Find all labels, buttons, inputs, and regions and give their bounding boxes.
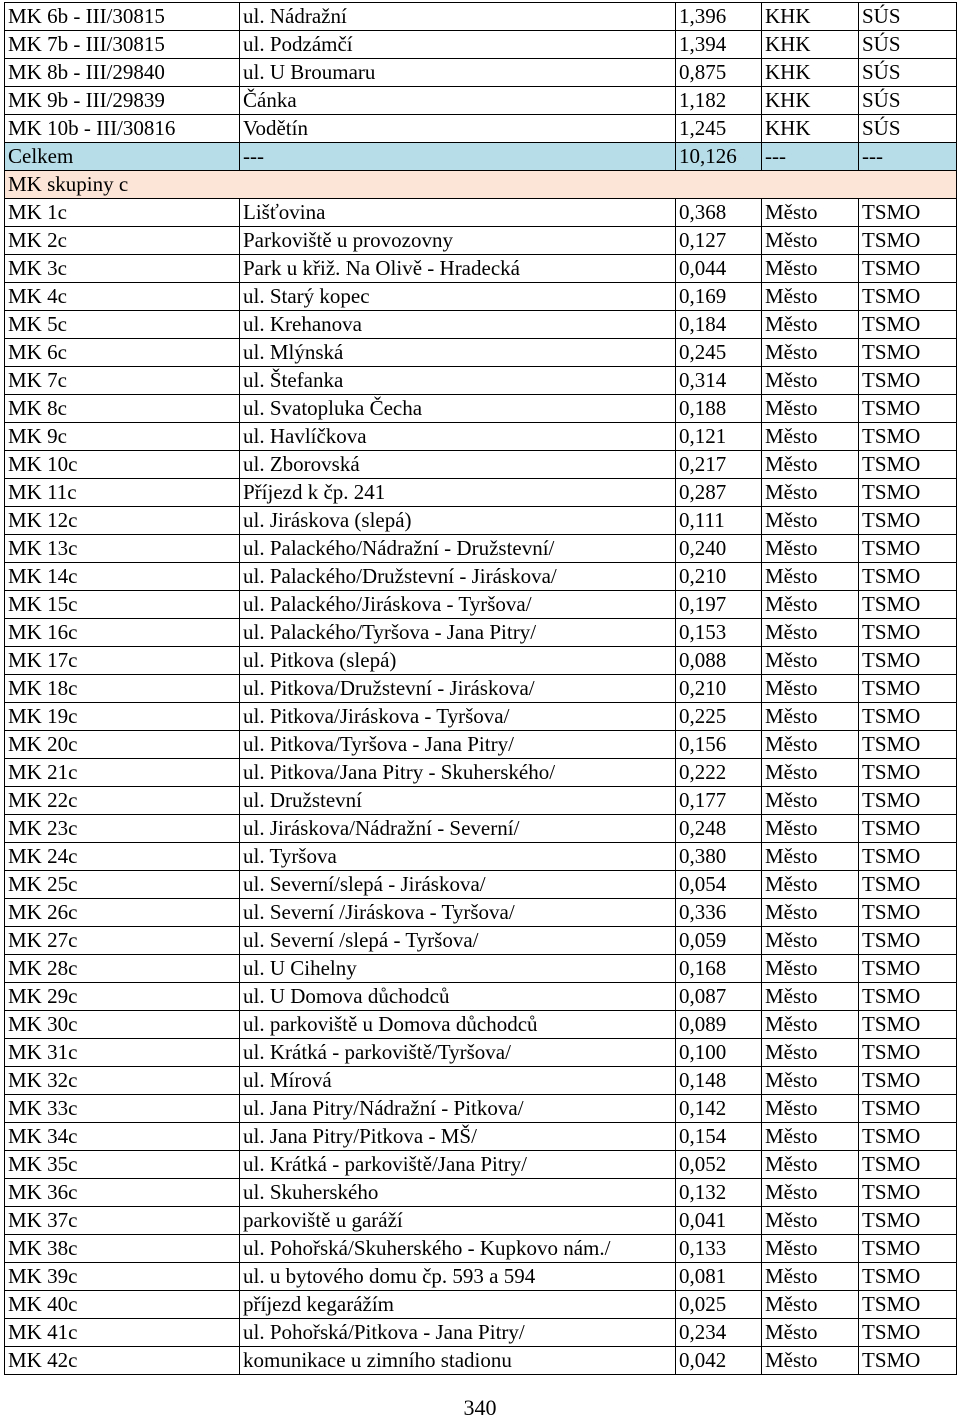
road-name-cell: ul. Pohořská/Skuherského - Kupkovo nám./: [240, 1235, 676, 1263]
road-code-cell: MK 15c: [5, 591, 240, 619]
manager-cell: TSMO: [859, 787, 957, 815]
length-cell: 0,875: [676, 59, 762, 87]
table-row: [5, 1291, 957, 1319]
group-header-row: [5, 171, 957, 199]
table-row: [5, 227, 957, 255]
owner-cell: Město: [762, 1095, 859, 1123]
road-name-cell: ---: [240, 143, 676, 171]
road-name-cell: ul. Pitkova/Jana Pitry - Skuherského/: [240, 759, 676, 787]
table-row: [5, 983, 957, 1011]
owner-cell: Město: [762, 367, 859, 395]
owner-cell: Město: [762, 1347, 859, 1375]
length-cell: 0,217: [676, 451, 762, 479]
road-code-cell: MK 9c: [5, 423, 240, 451]
road-name-cell: ul. Svatopluka Čecha: [240, 395, 676, 423]
owner-cell: KHK: [762, 115, 859, 143]
owner-cell: Město: [762, 1291, 859, 1319]
road-name-cell: ul. parkoviště u Domova důchodců: [240, 1011, 676, 1039]
owner-cell: Město: [762, 899, 859, 927]
road-name-cell: parkoviště u garáží: [240, 1207, 676, 1235]
table-row: [5, 311, 957, 339]
table-row: [5, 619, 957, 647]
owner-cell: KHK: [762, 59, 859, 87]
road-name-cell: ul. Podzámčí: [240, 31, 676, 59]
owner-cell: Město: [762, 1039, 859, 1067]
manager-cell: TSMO: [859, 955, 957, 983]
length-cell: 0,225: [676, 703, 762, 731]
table-row: [5, 451, 957, 479]
table-row: [5, 955, 957, 983]
road-code-cell: MK 1c: [5, 199, 240, 227]
length-cell: 0,025: [676, 1291, 762, 1319]
owner-cell: Město: [762, 563, 859, 591]
road-code-cell: MK 22c: [5, 787, 240, 815]
owner-cell: Město: [762, 535, 859, 563]
table-row: [5, 1151, 957, 1179]
length-cell: 0,234: [676, 1319, 762, 1347]
manager-cell: TSMO: [859, 1067, 957, 1095]
length-cell: 0,287: [676, 479, 762, 507]
road-code-cell: MK 23c: [5, 815, 240, 843]
owner-cell: Město: [762, 199, 859, 227]
road-code-cell: MK 27c: [5, 927, 240, 955]
length-cell: 0,248: [676, 815, 762, 843]
road-code-cell: MK 11c: [5, 479, 240, 507]
owner-cell: Město: [762, 395, 859, 423]
manager-cell: TSMO: [859, 283, 957, 311]
table-row: [5, 731, 957, 759]
table-row: [5, 1123, 957, 1151]
road-code-cell: MK 30c: [5, 1011, 240, 1039]
length-cell: 0,041: [676, 1207, 762, 1235]
table-row: [5, 1067, 957, 1095]
table-row: [5, 1095, 957, 1123]
roads-table: [4, 2, 957, 1375]
road-name-cell: Parkoviště u provozovny: [240, 227, 676, 255]
length-cell: 0,210: [676, 563, 762, 591]
road-code-cell: MK 33c: [5, 1095, 240, 1123]
table-row: [5, 1347, 957, 1375]
table-row: [5, 1207, 957, 1235]
road-code-cell: MK 35c: [5, 1151, 240, 1179]
road-name-cell: Příjezd k čp. 241: [240, 479, 676, 507]
table-row: [5, 3, 957, 31]
manager-cell: TSMO: [859, 395, 957, 423]
manager-cell: TSMO: [859, 1011, 957, 1039]
manager-cell: TSMO: [859, 1291, 957, 1319]
table-row: [5, 479, 957, 507]
manager-cell: TSMO: [859, 619, 957, 647]
manager-cell: TSMO: [859, 339, 957, 367]
manager-cell: TSMO: [859, 1319, 957, 1347]
manager-cell: SÚS: [859, 87, 957, 115]
length-cell: 10,126: [676, 143, 762, 171]
road-name-cell: Park u křiž. Na Olivě - Hradecká: [240, 255, 676, 283]
manager-cell: TSMO: [859, 535, 957, 563]
length-cell: 0,111: [676, 507, 762, 535]
owner-cell: Město: [762, 983, 859, 1011]
owner-cell: Město: [762, 479, 859, 507]
length-cell: 0,059: [676, 927, 762, 955]
manager-cell: TSMO: [859, 731, 957, 759]
road-name-cell: ul. Pitkova (slepá): [240, 647, 676, 675]
table-row: [5, 591, 957, 619]
table-row: [5, 31, 957, 59]
manager-cell: TSMO: [859, 703, 957, 731]
road-code-cell: MK 24c: [5, 843, 240, 871]
owner-cell: Město: [762, 843, 859, 871]
road-code-cell: MK 8c: [5, 395, 240, 423]
length-cell: 0,089: [676, 1011, 762, 1039]
road-name-cell: ul. Palackého/Nádražní - Družstevní/: [240, 535, 676, 563]
road-name-cell: Čánka: [240, 87, 676, 115]
road-name-cell: ul. Severní /Jiráskova - Tyršova/: [240, 899, 676, 927]
table-row: [5, 787, 957, 815]
road-name-cell: ul. Jiráskova (slepá): [240, 507, 676, 535]
table-row: [5, 927, 957, 955]
length-cell: 0,087: [676, 983, 762, 1011]
road-name-cell: ul. Pitkova/Družstevní - Jiráskova/: [240, 675, 676, 703]
owner-cell: Město: [762, 1067, 859, 1095]
road-code-cell: MK 41c: [5, 1319, 240, 1347]
length-cell: 1,396: [676, 3, 762, 31]
road-code-cell: MK 10c: [5, 451, 240, 479]
owner-cell: Město: [762, 703, 859, 731]
manager-cell: SÚS: [859, 115, 957, 143]
owner-cell: KHK: [762, 87, 859, 115]
table-row: [5, 1319, 957, 1347]
road-name-cell: ul. Krátká - parkoviště/Jana Pitry/: [240, 1151, 676, 1179]
owner-cell: Město: [762, 1319, 859, 1347]
length-cell: 0,148: [676, 1067, 762, 1095]
manager-cell: TSMO: [859, 647, 957, 675]
road-name-cell: ul. Tyršova: [240, 843, 676, 871]
road-name-cell: ul. U Cihelny: [240, 955, 676, 983]
road-name-cell: ul. Nádražní: [240, 3, 676, 31]
manager-cell: SÚS: [859, 31, 957, 59]
road-code-cell: MK 7b - III/30815: [5, 31, 240, 59]
road-code-cell: MK 9b - III/29839: [5, 87, 240, 115]
manager-cell: TSMO: [859, 507, 957, 535]
owner-cell: Město: [762, 339, 859, 367]
owner-cell: Město: [762, 451, 859, 479]
owner-cell: Město: [762, 647, 859, 675]
manager-cell: TSMO: [859, 479, 957, 507]
road-name-cell: ul. Jiráskova/Nádražní - Severní/: [240, 815, 676, 843]
manager-cell: TSMO: [859, 1235, 957, 1263]
owner-cell: Město: [762, 1179, 859, 1207]
manager-cell: TSMO: [859, 983, 957, 1011]
length-cell: 0,169: [676, 283, 762, 311]
length-cell: 0,153: [676, 619, 762, 647]
length-cell: 0,132: [676, 1179, 762, 1207]
length-cell: 0,142: [676, 1095, 762, 1123]
road-name-cell: ul. Palackého/Družstevní - Jiráskova/: [240, 563, 676, 591]
table-row: [5, 759, 957, 787]
road-name-cell: ul. Mlýnská: [240, 339, 676, 367]
road-code-cell: MK 6c: [5, 339, 240, 367]
road-code-cell: MK 8b - III/29840: [5, 59, 240, 87]
road-name-cell: ul. Pohořská/Pitkova - Jana Pitry/: [240, 1319, 676, 1347]
manager-cell: TSMO: [859, 815, 957, 843]
road-code-cell: MK 32c: [5, 1067, 240, 1095]
manager-cell: SÚS: [859, 3, 957, 31]
road-name-cell: ul. Severní/slepá - Jiráskova/: [240, 871, 676, 899]
road-code-cell: MK 2c: [5, 227, 240, 255]
manager-cell: TSMO: [859, 927, 957, 955]
length-cell: 0,210: [676, 675, 762, 703]
road-code-cell: MK 20c: [5, 731, 240, 759]
road-code-cell: MK 18c: [5, 675, 240, 703]
owner-cell: Město: [762, 871, 859, 899]
road-code-cell: MK 16c: [5, 619, 240, 647]
length-cell: 0,240: [676, 535, 762, 563]
road-name-cell: Lišťovina: [240, 199, 676, 227]
owner-cell: Město: [762, 731, 859, 759]
owner-cell: Město: [762, 591, 859, 619]
manager-cell: TSMO: [859, 1207, 957, 1235]
road-code-cell: MK 7c: [5, 367, 240, 395]
road-code-cell: MK 37c: [5, 1207, 240, 1235]
road-name-cell: ul. Pitkova/Jiráskova - Tyršova/: [240, 703, 676, 731]
table-row: [5, 87, 957, 115]
length-cell: 0,336: [676, 899, 762, 927]
road-code-cell: MK 12c: [5, 507, 240, 535]
manager-cell: TSMO: [859, 871, 957, 899]
page-number: 340: [463, 1395, 497, 1420]
manager-cell: TSMO: [859, 311, 957, 339]
length-cell: 0,100: [676, 1039, 762, 1067]
length-cell: 0,380: [676, 843, 762, 871]
road-name-cell: ul. U Domova důchodců: [240, 983, 676, 1011]
table-row: [5, 59, 957, 87]
manager-cell: TSMO: [859, 899, 957, 927]
roads-table-body: [5, 3, 957, 1375]
length-cell: 1,394: [676, 31, 762, 59]
length-cell: 0,222: [676, 759, 762, 787]
manager-cell: TSMO: [859, 227, 957, 255]
length-cell: 0,156: [676, 731, 762, 759]
road-name-cell: ul. Štefanka: [240, 367, 676, 395]
manager-cell: ---: [859, 143, 957, 171]
length-cell: 0,368: [676, 199, 762, 227]
table-row: [5, 1263, 957, 1291]
road-code-cell: MK 10b - III/30816: [5, 115, 240, 143]
table-row: [5, 871, 957, 899]
manager-cell: TSMO: [859, 1039, 957, 1067]
road-code-cell: MK 4c: [5, 283, 240, 311]
road-name-cell: Vodětín: [240, 115, 676, 143]
road-code-cell: MK 40c: [5, 1291, 240, 1319]
road-name-cell: ul. U Broumaru: [240, 59, 676, 87]
length-cell: 0,081: [676, 1263, 762, 1291]
road-name-cell: příjezd kegarážím: [240, 1291, 676, 1319]
manager-cell: TSMO: [859, 1151, 957, 1179]
road-name-cell: ul. Pitkova/Tyršova - Jana Pitry/: [240, 731, 676, 759]
length-cell: 0,184: [676, 311, 762, 339]
manager-cell: TSMO: [859, 1347, 957, 1375]
table-row: [5, 339, 957, 367]
manager-cell: TSMO: [859, 199, 957, 227]
road-name-cell: komunikace u zimního stadionu: [240, 1347, 676, 1375]
road-code-cell: MK 21c: [5, 759, 240, 787]
road-code-cell: MK 14c: [5, 563, 240, 591]
road-name-cell: ul. Havlíčkova: [240, 423, 676, 451]
length-cell: 0,042: [676, 1347, 762, 1375]
owner-cell: Město: [762, 675, 859, 703]
table-row: [5, 199, 957, 227]
road-name-cell: ul. Krehanova: [240, 311, 676, 339]
road-name-cell: ul. Skuherského: [240, 1179, 676, 1207]
owner-cell: ---: [762, 143, 859, 171]
table-row: [5, 899, 957, 927]
road-name-cell: ul. Družstevní: [240, 787, 676, 815]
total-row: [5, 143, 957, 171]
length-cell: 0,177: [676, 787, 762, 815]
table-row: [5, 647, 957, 675]
road-code-cell: MK 39c: [5, 1263, 240, 1291]
table-row: [5, 283, 957, 311]
manager-cell: SÚS: [859, 59, 957, 87]
manager-cell: TSMO: [859, 675, 957, 703]
road-code-cell: MK 31c: [5, 1039, 240, 1067]
owner-cell: Město: [762, 311, 859, 339]
owner-cell: Město: [762, 759, 859, 787]
owner-cell: Město: [762, 507, 859, 535]
road-code-cell: MK 38c: [5, 1235, 240, 1263]
table-row: [5, 703, 957, 731]
manager-cell: TSMO: [859, 843, 957, 871]
road-name-cell: ul. u bytového domu čp. 593 a 594: [240, 1263, 676, 1291]
owner-cell: Město: [762, 227, 859, 255]
road-name-cell: ul. Starý kopec: [240, 283, 676, 311]
length-cell: 1,245: [676, 115, 762, 143]
road-name-cell: ul. Severní /slepá - Tyršova/: [240, 927, 676, 955]
road-name-cell: ul. Jana Pitry/Pitkova - MŠ/: [240, 1123, 676, 1151]
owner-cell: Město: [762, 1263, 859, 1291]
group-title: MK skupiny c: [5, 171, 957, 199]
road-code-cell: MK 13c: [5, 535, 240, 563]
length-cell: 0,154: [676, 1123, 762, 1151]
table-row: [5, 815, 957, 843]
road-code-cell: MK 17c: [5, 647, 240, 675]
table-row: [5, 1011, 957, 1039]
manager-cell: TSMO: [859, 423, 957, 451]
manager-cell: TSMO: [859, 1095, 957, 1123]
road-name-cell: ul. Palackého/Jiráskova - Tyršova/: [240, 591, 676, 619]
road-code-cell: MK 26c: [5, 899, 240, 927]
road-code-cell: MK 3c: [5, 255, 240, 283]
owner-cell: Město: [762, 927, 859, 955]
owner-cell: Město: [762, 283, 859, 311]
manager-cell: TSMO: [859, 563, 957, 591]
manager-cell: TSMO: [859, 367, 957, 395]
table-row: [5, 535, 957, 563]
owner-cell: KHK: [762, 3, 859, 31]
manager-cell: TSMO: [859, 451, 957, 479]
table-row: [5, 1039, 957, 1067]
road-code-cell: MK 6b - III/30815: [5, 3, 240, 31]
table-row: [5, 843, 957, 871]
road-name-cell: ul. Palackého/Tyršova - Jana Pitry/: [240, 619, 676, 647]
road-code-cell: Celkem: [5, 143, 240, 171]
length-cell: 1,182: [676, 87, 762, 115]
owner-cell: KHK: [762, 31, 859, 59]
length-cell: 0,197: [676, 591, 762, 619]
road-code-cell: MK 28c: [5, 955, 240, 983]
owner-cell: Město: [762, 1123, 859, 1151]
manager-cell: TSMO: [859, 255, 957, 283]
length-cell: 0,314: [676, 367, 762, 395]
table-row: [5, 675, 957, 703]
owner-cell: Město: [762, 1151, 859, 1179]
length-cell: 0,245: [676, 339, 762, 367]
manager-cell: TSMO: [859, 1123, 957, 1151]
length-cell: 0,088: [676, 647, 762, 675]
table-row: [5, 1235, 957, 1263]
road-code-cell: MK 19c: [5, 703, 240, 731]
road-name-cell: ul. Krátká - parkoviště/Tyršova/: [240, 1039, 676, 1067]
road-name-cell: ul. Jana Pitry/Nádražní - Pitkova/: [240, 1095, 676, 1123]
length-cell: 0,054: [676, 871, 762, 899]
length-cell: 0,133: [676, 1235, 762, 1263]
table-row: [5, 115, 957, 143]
manager-cell: TSMO: [859, 759, 957, 787]
road-code-cell: MK 34c: [5, 1123, 240, 1151]
road-code-cell: MK 5c: [5, 311, 240, 339]
table-row: [5, 395, 957, 423]
road-name-cell: ul. Mírová: [240, 1067, 676, 1095]
table-row: [5, 563, 957, 591]
owner-cell: Město: [762, 1207, 859, 1235]
road-code-cell: MK 36c: [5, 1179, 240, 1207]
table-row: [5, 423, 957, 451]
length-cell: 0,188: [676, 395, 762, 423]
owner-cell: Město: [762, 787, 859, 815]
length-cell: 0,127: [676, 227, 762, 255]
road-code-cell: MK 29c: [5, 983, 240, 1011]
length-cell: 0,044: [676, 255, 762, 283]
length-cell: 0,052: [676, 1151, 762, 1179]
owner-cell: Město: [762, 255, 859, 283]
owner-cell: Město: [762, 815, 859, 843]
length-cell: 0,168: [676, 955, 762, 983]
owner-cell: Město: [762, 423, 859, 451]
owner-cell: Město: [762, 955, 859, 983]
table-row: [5, 367, 957, 395]
table-row: [5, 507, 957, 535]
road-code-cell: MK 25c: [5, 871, 240, 899]
manager-cell: TSMO: [859, 1263, 957, 1291]
manager-cell: TSMO: [859, 1179, 957, 1207]
owner-cell: Město: [762, 1011, 859, 1039]
owner-cell: Město: [762, 619, 859, 647]
manager-cell: TSMO: [859, 591, 957, 619]
owner-cell: Město: [762, 1235, 859, 1263]
length-cell: 0,121: [676, 423, 762, 451]
road-name-cell: ul. Zborovská: [240, 451, 676, 479]
table-row: [5, 255, 957, 283]
road-code-cell: MK 42c: [5, 1347, 240, 1375]
table-row: [5, 1179, 957, 1207]
